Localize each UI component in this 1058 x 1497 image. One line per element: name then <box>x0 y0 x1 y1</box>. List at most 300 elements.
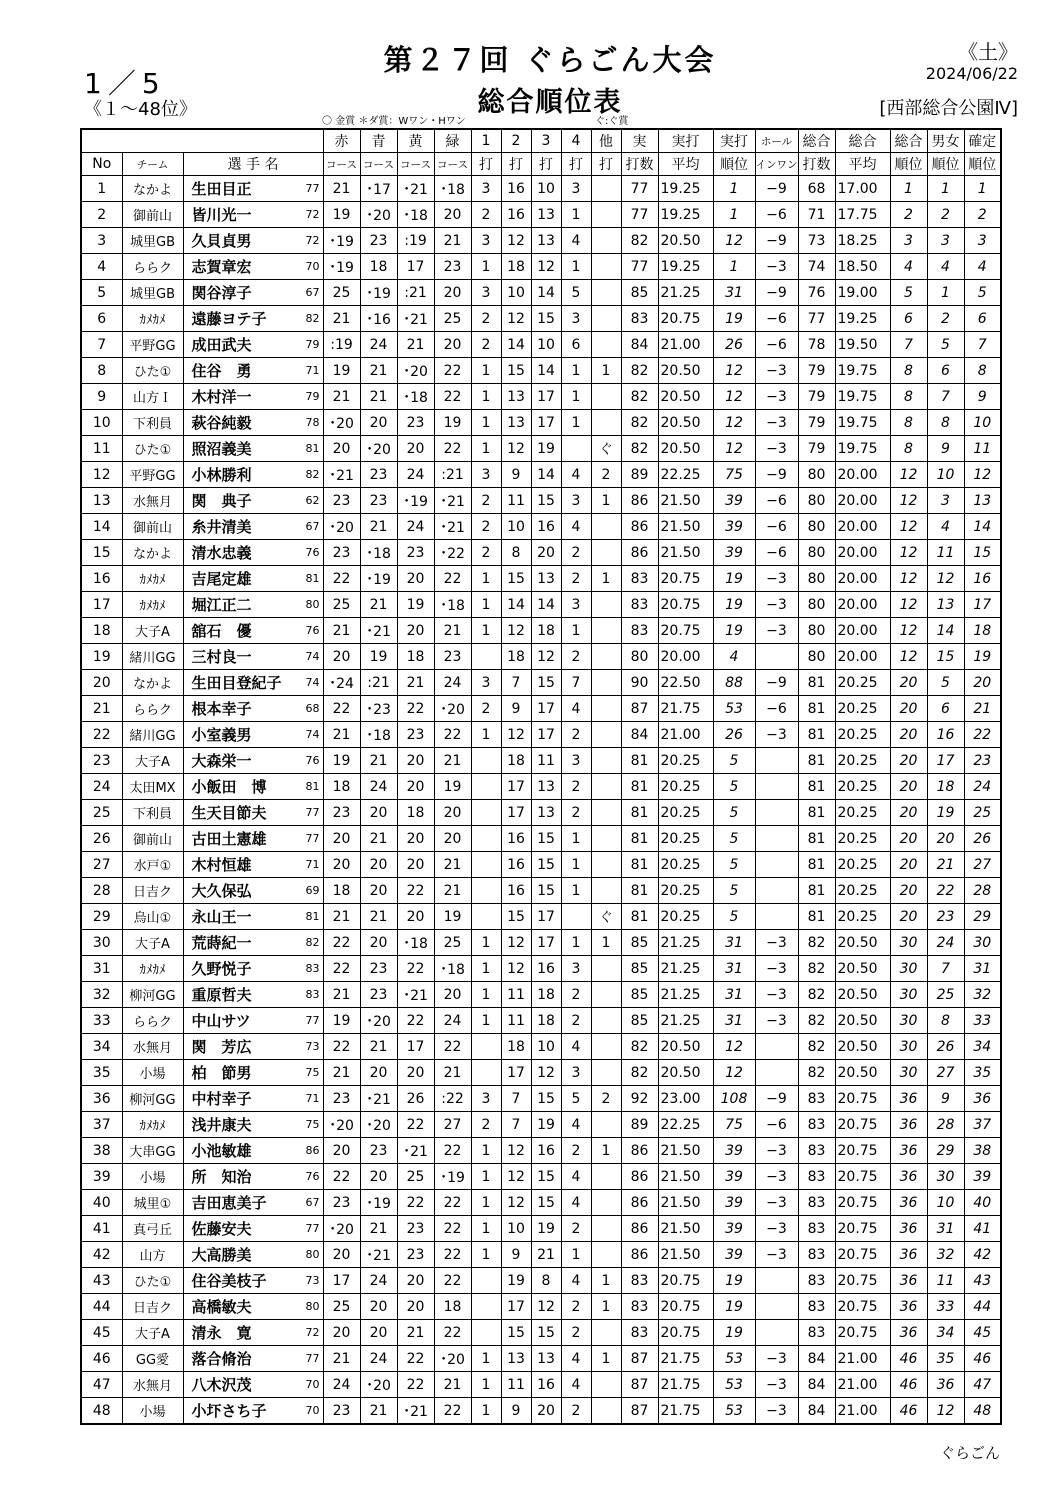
course-blue: ･18 <box>360 722 397 748</box>
hole1-count: 1 <box>471 436 501 462</box>
total-average: 20.00 <box>835 514 890 540</box>
hole4-count: 2 <box>561 1008 591 1034</box>
course-red: 22 <box>323 1164 360 1190</box>
actual-rank: 12 <box>713 1060 755 1086</box>
hole-in-one: −3 <box>755 436 798 462</box>
hole1-count: 3 <box>471 228 501 254</box>
final-rank: 43 <box>964 1268 1001 1294</box>
handicap: 80 <box>301 1242 323 1268</box>
handicap: 75 <box>301 1060 323 1086</box>
course-yellow: 23 <box>397 1242 434 1268</box>
course-green: 23 <box>434 254 471 280</box>
hole2-count: 12 <box>501 618 531 644</box>
course-red: :19 <box>323 332 360 358</box>
actual-average: 21.50 <box>658 1242 713 1268</box>
course-blue: ･16 <box>360 306 397 332</box>
rank-no: 12 <box>81 462 122 488</box>
final-rank: 22 <box>964 722 1001 748</box>
actual-average: 20.75 <box>658 306 713 332</box>
final-rank: 12 <box>964 462 1001 488</box>
hole1-count: 2 <box>471 514 501 540</box>
hole3-count: 15 <box>531 306 561 332</box>
course-blue: 20 <box>360 1164 397 1190</box>
team: 緒川GG <box>122 722 183 748</box>
handicap: 81 <box>301 904 323 930</box>
handicap: 77 <box>301 1346 323 1372</box>
player-name: 関 芳広 <box>183 1034 301 1060</box>
gender-rank: 1 <box>927 176 964 202</box>
actual-strokes: 84 <box>621 332 658 358</box>
actual-rank: 39 <box>713 540 755 566</box>
hole1-count: 3 <box>471 462 501 488</box>
actual-rank: 88 <box>713 670 755 696</box>
gender-rank: 22 <box>927 878 964 904</box>
team: 御前山 <box>122 202 183 228</box>
total-strokes: 81 <box>798 774 835 800</box>
course-yellow: 22 <box>397 1112 434 1138</box>
handicap: 81 <box>301 436 323 462</box>
hole-in-one: −3 <box>755 1216 798 1242</box>
course-blue: 19 <box>360 644 397 670</box>
total-average: 19.75 <box>835 436 890 462</box>
hole3-count: 17 <box>531 696 561 722</box>
table-row <box>81 1268 1001 1294</box>
team: 大子A <box>122 930 183 956</box>
col-head: 打 <box>561 153 591 176</box>
player-name: 中村幸子 <box>183 1086 301 1112</box>
handicap: 77 <box>301 826 323 852</box>
handicap: 76 <box>301 748 323 774</box>
course-green: 21 <box>434 228 471 254</box>
team: 柳河GG <box>122 982 183 1008</box>
hole3-count: 20 <box>531 1398 561 1425</box>
course-yellow: 17 <box>397 1034 434 1060</box>
rank-no: 7 <box>81 332 122 358</box>
actual-rank: 1 <box>713 176 755 202</box>
hole-in-one: −3 <box>755 1138 798 1164</box>
hole3-count: 15 <box>531 488 561 514</box>
other-count: 1 <box>591 1346 621 1372</box>
total-average: 21.00 <box>835 1372 890 1398</box>
hole-in-one: −6 <box>755 488 798 514</box>
hole-in-one: −6 <box>755 696 798 722</box>
hole1-count: 1 <box>471 956 501 982</box>
rank-no: 38 <box>81 1138 122 1164</box>
course-green: 21 <box>434 878 471 904</box>
actual-rank: 12 <box>713 358 755 384</box>
handicap: 72 <box>301 202 323 228</box>
table-row <box>81 982 1001 1008</box>
ranking-table <box>80 128 1002 1425</box>
actual-average: 20.50 <box>658 436 713 462</box>
player-name: 吉田恵美子 <box>183 1190 301 1216</box>
actual-strokes: 81 <box>621 826 658 852</box>
actual-strokes: 85 <box>621 280 658 306</box>
final-rank: 19 <box>964 644 1001 670</box>
actual-average: 21.25 <box>658 982 713 1008</box>
course-yellow: 22 <box>397 1372 434 1398</box>
col-head: 1 <box>471 129 501 153</box>
actual-rank: 31 <box>713 1008 755 1034</box>
other-count <box>591 228 621 254</box>
rank-no: 20 <box>81 670 122 696</box>
course-red: 21 <box>323 904 360 930</box>
player-name: 舘石 優 <box>183 618 301 644</box>
team: なかよ <box>122 540 183 566</box>
gender-rank: 11 <box>927 1268 964 1294</box>
hole1-count: 2 <box>471 306 501 332</box>
handicap: 77 <box>301 176 323 202</box>
actual-strokes: 86 <box>621 1190 658 1216</box>
player-name: 糸井清美 <box>183 514 301 540</box>
actual-strokes: 85 <box>621 956 658 982</box>
total-rank: 8 <box>890 410 927 436</box>
actual-rank: 31 <box>713 956 755 982</box>
rank-no: 13 <box>81 488 122 514</box>
hole1-count: 1 <box>471 358 501 384</box>
course-red: 18 <box>323 774 360 800</box>
col-head: 総合 <box>890 129 927 153</box>
hole1-count: 2 <box>471 332 501 358</box>
actual-rank: 4 <box>713 644 755 670</box>
course-red: 22 <box>323 566 360 592</box>
hole4-count: 1 <box>561 878 591 904</box>
table-row <box>81 774 1001 800</box>
handicap: 79 <box>301 332 323 358</box>
final-rank: 2 <box>964 202 1001 228</box>
course-blue: 21 <box>360 1216 397 1242</box>
player-name: 大高勝美 <box>183 1242 301 1268</box>
handicap: 74 <box>301 670 323 696</box>
other-count: 1 <box>591 1138 621 1164</box>
other-count <box>591 644 621 670</box>
col-head: 打 <box>471 153 501 176</box>
rank-no: 18 <box>81 618 122 644</box>
course-yellow: 21 <box>397 670 434 696</box>
table-row <box>81 904 1001 930</box>
rank-no: 19 <box>81 644 122 670</box>
total-strokes: 81 <box>798 748 835 774</box>
total-strokes: 82 <box>798 1034 835 1060</box>
actual-rank: 5 <box>713 800 755 826</box>
final-rank: 3 <box>964 228 1001 254</box>
hole-in-one: −3 <box>755 1398 798 1425</box>
actual-average: 20.50 <box>658 228 713 254</box>
table-row <box>81 1372 1001 1398</box>
gender-rank: 16 <box>927 722 964 748</box>
actual-strokes: 87 <box>621 1398 658 1425</box>
hole3-count: 12 <box>531 644 561 670</box>
course-blue: 24 <box>360 1268 397 1294</box>
total-rank: 20 <box>890 722 927 748</box>
actual-strokes: 77 <box>621 202 658 228</box>
hole3-count: 8 <box>531 1268 561 1294</box>
gender-rank: 6 <box>927 696 964 722</box>
course-yellow: 20 <box>397 1268 434 1294</box>
gender-rank: 18 <box>927 774 964 800</box>
handicap: 86 <box>301 1138 323 1164</box>
actual-average: 21.50 <box>658 1216 713 1242</box>
actual-average: 20.50 <box>658 384 713 410</box>
total-strokes: 82 <box>798 930 835 956</box>
hole3-count: 11 <box>531 748 561 774</box>
course-blue: 23 <box>360 462 397 488</box>
actual-rank: 31 <box>713 930 755 956</box>
total-average: 20.50 <box>835 1034 890 1060</box>
table-row <box>81 956 1001 982</box>
total-rank: 3 <box>890 228 927 254</box>
course-blue: ･20 <box>360 436 397 462</box>
hole1-count: 1 <box>471 1346 501 1372</box>
other-count <box>591 1216 621 1242</box>
course-yellow: 20 <box>397 904 434 930</box>
rank-no: 5 <box>81 280 122 306</box>
hole2-count: 12 <box>501 1164 531 1190</box>
hole3-count: 20 <box>531 540 561 566</box>
final-rank: 42 <box>964 1242 1001 1268</box>
final-rank: 20 <box>964 670 1001 696</box>
course-red: 21 <box>323 306 360 332</box>
handicap: 77 <box>301 1008 323 1034</box>
course-yellow: 20 <box>397 826 434 852</box>
total-average: 20.25 <box>835 748 890 774</box>
hole1-count <box>471 1034 501 1060</box>
course-yellow: 20 <box>397 1060 434 1086</box>
total-rank: 12 <box>890 462 927 488</box>
final-rank: 16 <box>964 566 1001 592</box>
other-count <box>591 1060 621 1086</box>
player-name: 小池敏雄 <box>183 1138 301 1164</box>
gender-rank: 32 <box>927 1242 964 1268</box>
course-green: 20 <box>434 800 471 826</box>
rank-no: 29 <box>81 904 122 930</box>
hole-in-one: −3 <box>755 592 798 618</box>
course-blue: 21 <box>360 1398 397 1425</box>
table-row <box>81 540 1001 566</box>
gender-rank: 29 <box>927 1138 964 1164</box>
gender-rank: 36 <box>927 1372 964 1398</box>
course-yellow: 22 <box>397 1190 434 1216</box>
rank-no: 47 <box>81 1372 122 1398</box>
hole-in-one: −9 <box>755 228 798 254</box>
hole3-count: 13 <box>531 228 561 254</box>
gender-rank: 2 <box>927 306 964 332</box>
handicap: 78 <box>301 410 323 436</box>
total-rank: 36 <box>890 1086 927 1112</box>
total-rank: 36 <box>890 1320 927 1346</box>
hole4-count: 2 <box>561 1398 591 1425</box>
other-count <box>591 1164 621 1190</box>
total-rank: 36 <box>890 1138 927 1164</box>
hole1-count: 1 <box>471 722 501 748</box>
other-count <box>591 1190 621 1216</box>
col-head: 男女 <box>927 129 964 153</box>
team: 御前山 <box>122 826 183 852</box>
course-yellow: ･21 <box>397 306 434 332</box>
rank-no: 35 <box>81 1060 122 1086</box>
course-yellow: 20 <box>397 852 434 878</box>
final-rank: 4 <box>964 254 1001 280</box>
course-red: 22 <box>323 1034 360 1060</box>
table-row <box>81 1190 1001 1216</box>
other-count <box>591 410 621 436</box>
hole3-count: 19 <box>531 436 561 462</box>
total-average: 20.00 <box>835 540 890 566</box>
final-rank: 15 <box>964 540 1001 566</box>
gender-rank: 10 <box>927 462 964 488</box>
team: ららク <box>122 1008 183 1034</box>
actual-strokes: 81 <box>621 800 658 826</box>
player-name: 堀江正二 <box>183 592 301 618</box>
course-green: 22 <box>434 1138 471 1164</box>
actual-strokes: 83 <box>621 306 658 332</box>
hole3-count: 12 <box>531 254 561 280</box>
hole1-count: 1 <box>471 1216 501 1242</box>
course-green: 22 <box>434 358 471 384</box>
course-blue: 20 <box>360 852 397 878</box>
hole4-count: 4 <box>561 228 591 254</box>
col-head: 青 <box>360 129 397 153</box>
actual-strokes: 86 <box>621 540 658 566</box>
hole4-count: 2 <box>561 774 591 800</box>
course-green: 22 <box>434 384 471 410</box>
total-rank: 4 <box>890 254 927 280</box>
col-head: 赤 <box>323 129 360 153</box>
hole3-count: 19 <box>531 1216 561 1242</box>
course-green: 20 <box>434 280 471 306</box>
total-strokes: 81 <box>798 826 835 852</box>
event-date: 2024/06/22 <box>925 64 1018 83</box>
handicap: 81 <box>301 566 323 592</box>
team: 平野GG <box>122 462 183 488</box>
gender-rank: 34 <box>927 1320 964 1346</box>
course-yellow: ･18 <box>397 930 434 956</box>
gender-rank: 28 <box>927 1112 964 1138</box>
table-row <box>81 202 1001 228</box>
hole4-count: 1 <box>561 618 591 644</box>
hole-in-one: −3 <box>755 1190 798 1216</box>
gender-rank: 24 <box>927 930 964 956</box>
other-count: 1 <box>591 1294 621 1320</box>
course-blue: 23 <box>360 228 397 254</box>
other-count <box>591 722 621 748</box>
final-rank: 28 <box>964 878 1001 904</box>
team: 大子A <box>122 618 183 644</box>
gender-rank: 6 <box>927 358 964 384</box>
rank-no: 45 <box>81 1320 122 1346</box>
team: 小場 <box>122 1164 183 1190</box>
team: ｶﾒｶﾒ <box>122 592 183 618</box>
course-red: 19 <box>323 202 360 228</box>
total-rank: 1 <box>890 176 927 202</box>
other-count <box>591 982 621 1008</box>
team: 山方Ｉ <box>122 384 183 410</box>
total-average: 20.50 <box>835 956 890 982</box>
hole4-count: 1 <box>561 930 591 956</box>
table-row <box>81 800 1001 826</box>
course-green: 22 <box>434 1216 471 1242</box>
hole4-count: 6 <box>561 332 591 358</box>
course-red: 22 <box>323 956 360 982</box>
gender-rank: 12 <box>927 1398 964 1425</box>
total-rank: 20 <box>890 670 927 696</box>
hole1-count: 3 <box>471 176 501 202</box>
course-blue: 20 <box>360 800 397 826</box>
course-blue: ･19 <box>360 1190 397 1216</box>
table-row <box>81 1320 1001 1346</box>
course-green: 22 <box>434 1190 471 1216</box>
total-average: 20.25 <box>835 878 890 904</box>
hole4-count: 4 <box>561 1372 591 1398</box>
total-strokes: 83 <box>798 1242 835 1268</box>
course-red: ･19 <box>323 254 360 280</box>
handicap: 67 <box>301 1190 323 1216</box>
rank-no: 31 <box>81 956 122 982</box>
final-rank: 38 <box>964 1138 1001 1164</box>
actual-average: 20.50 <box>658 410 713 436</box>
hole2-count: 11 <box>501 1372 531 1398</box>
total-rank: 46 <box>890 1346 927 1372</box>
hole2-count: 17 <box>501 800 531 826</box>
course-green: ･19 <box>434 1164 471 1190</box>
team: 日吉ク <box>122 878 183 904</box>
hole2-count: 16 <box>501 176 531 202</box>
gender-rank: 7 <box>927 384 964 410</box>
table-row <box>81 618 1001 644</box>
hole3-count: 15 <box>531 1320 561 1346</box>
team: 太田MX <box>122 774 183 800</box>
final-rank: 8 <box>964 358 1001 384</box>
course-blue: 21 <box>360 1034 397 1060</box>
actual-rank: 108 <box>713 1086 755 1112</box>
total-average: 20.25 <box>835 670 890 696</box>
total-rank: 12 <box>890 618 927 644</box>
team: ららク <box>122 696 183 722</box>
hole1-count: 1 <box>471 592 501 618</box>
rank-no: 4 <box>81 254 122 280</box>
hole2-count: 15 <box>501 1320 531 1346</box>
total-rank: 36 <box>890 1216 927 1242</box>
total-rank: 20 <box>890 878 927 904</box>
actual-average: 21.50 <box>658 1190 713 1216</box>
table-row <box>81 852 1001 878</box>
hole2-count: 12 <box>501 930 531 956</box>
hole1-count <box>471 1060 501 1086</box>
actual-strokes: 82 <box>621 436 658 462</box>
player-name: 佐藤安夫 <box>183 1216 301 1242</box>
hole1-count: 1 <box>471 566 501 592</box>
total-rank: 46 <box>890 1398 927 1425</box>
actual-strokes: 86 <box>621 488 658 514</box>
handicap: 67 <box>301 514 323 540</box>
course-green: 22 <box>434 566 471 592</box>
total-average: 21.00 <box>835 1398 890 1425</box>
actual-average: 20.75 <box>658 618 713 644</box>
final-rank: 7 <box>964 332 1001 358</box>
course-green: 20 <box>434 982 471 1008</box>
col-head: 4 <box>561 129 591 153</box>
hole1-count <box>471 878 501 904</box>
other-count: ぐ <box>591 436 621 462</box>
hole1-count: 1 <box>471 410 501 436</box>
col-head: 平均 <box>835 153 890 176</box>
total-strokes: 81 <box>798 852 835 878</box>
final-rank: 11 <box>964 436 1001 462</box>
course-blue: ･20 <box>360 1372 397 1398</box>
other-count: 2 <box>591 462 621 488</box>
course-red: 20 <box>323 1138 360 1164</box>
other-count <box>591 1242 621 1268</box>
